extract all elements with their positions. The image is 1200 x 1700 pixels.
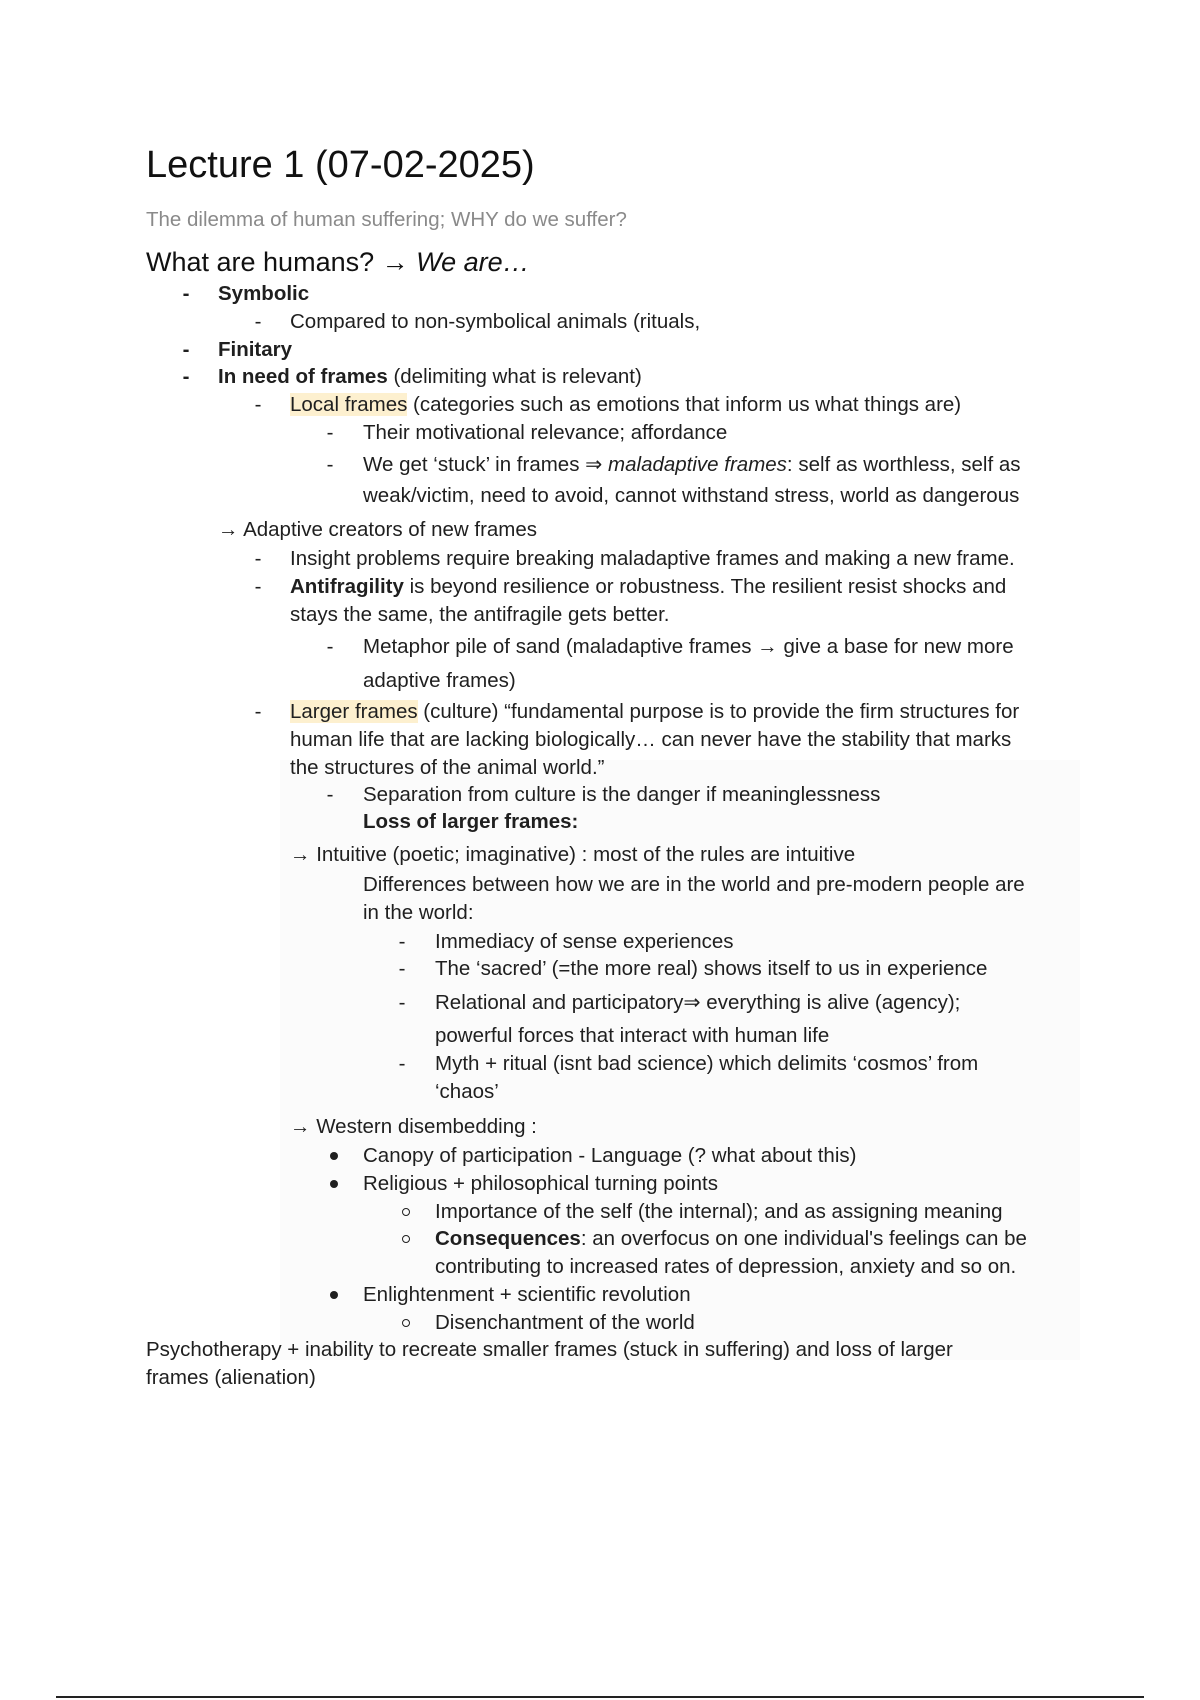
bullet-dot — [330, 1152, 338, 1160]
item-canopy: Canopy of participation - Language (? what about this) — [363, 1144, 857, 1167]
item-stuck-cont: weak/victim, need to avoid, cannot withstand stress, world as dangerous — [363, 484, 1020, 507]
item-immediacy: Immediacy of sense experiences — [435, 930, 734, 953]
dash-marker: - — [398, 1052, 406, 1075]
item-local-frames: Local frames (categories such as emotions that inform us what things are) — [290, 393, 962, 416]
dash-marker: - — [182, 282, 190, 305]
item-myth: Myth + ritual (isnt bad science) which delimits ‘cosmos’ from — [435, 1052, 979, 1075]
item-religious: Religious + philosophical turning points — [363, 1172, 718, 1195]
item-metaphor: Metaphor pile of sand (maladaptive frames → give a base for new more — [363, 635, 1014, 658]
item-relational-cont: powerful forces that interact with human life — [435, 1024, 830, 1047]
item-relational: Relational and participatory⇒ everything is alive (agency); — [435, 991, 961, 1014]
item-need-frames: In need of frames (delimiting what is relevant) — [218, 365, 642, 388]
item-differences: Differences between how we are in the world and pre-modern people are — [363, 873, 1025, 896]
dash-marker: - — [254, 393, 262, 416]
item-loss-heading: Loss of larger frames: — [363, 810, 579, 833]
item-psychotherapy-cont: frames (alienation) — [146, 1366, 316, 1389]
item-myth-cont: ‘chaos’ — [435, 1080, 499, 1103]
item-consequences-cont: contributing to increased rates of depression, anxiety and so on. — [435, 1255, 1017, 1278]
dash-marker: - — [326, 421, 334, 444]
dash-marker: - — [398, 991, 406, 1014]
bullet-dot — [330, 1291, 338, 1299]
bullet-circle — [402, 1208, 410, 1216]
item-insight: Insight problems require breaking maladaptive frames and making a new frame. — [290, 547, 1015, 570]
item-disenchantment: Disenchantment of the world — [435, 1311, 695, 1334]
bullet-circle — [402, 1235, 410, 1243]
item-symbolic: Symbolic — [218, 282, 310, 305]
dash-marker: - — [254, 547, 262, 570]
item-antifragility: Antifragility is beyond resilience or robustness. The resilient resist shocks and — [290, 575, 1007, 598]
item-consequences: Consequences: an overfocus on one individual's feelings can be — [435, 1227, 1027, 1250]
item-antifragility-cont: stays the same, the antifragile gets better. — [290, 603, 670, 626]
footer-rule — [56, 1696, 1144, 1698]
item-differences-cont: in the world: — [363, 901, 474, 924]
item-intuitive: → Intuitive (poetic; imaginative) : most of the rules are intuitive — [290, 843, 856, 866]
item-western: → Western disembedding : — [290, 1115, 537, 1138]
item-separation: Separation from culture is the danger if meaninglessness — [363, 783, 881, 806]
item-finitary: Finitary — [218, 338, 293, 361]
dash-marker: - — [326, 635, 334, 658]
item-psychotherapy: Psychotherapy + inability to recreate smaller frames (stuck in suffering) and loss of larger — [146, 1338, 953, 1361]
item-motivational: Their motivational relevance; affordance — [363, 421, 728, 444]
dash-marker: - — [182, 338, 190, 361]
item-sacred: The ‘sacred’ (=the more real) shows itself to us in experience — [435, 957, 988, 980]
dash-marker: - — [398, 957, 406, 980]
page-title: Lecture 1 (07-02-2025) — [146, 144, 535, 186]
dash-marker: - — [398, 930, 406, 953]
section-heading: What are humans? → We are… — [146, 247, 530, 277]
subtitle: The dilemma of human suffering; WHY do we suffer? — [146, 208, 627, 231]
bullet-circle — [402, 1319, 410, 1327]
item-metaphor-cont: adaptive frames) — [363, 669, 516, 692]
dash-marker: - — [254, 575, 262, 598]
dash-marker: - — [182, 365, 190, 388]
item-larger-frames: Larger frames (culture) “fundamental purpose is to provide the firm structures for — [290, 700, 1020, 723]
item-stuck: We get ‘stuck’ in frames ⇒ maladaptive frames: self as worthless, self as — [363, 453, 1021, 476]
item-compared: Compared to non-symbolical animals (rituals, — [290, 310, 701, 333]
item-larger-cont-2: the structures of the animal world.” — [290, 756, 605, 779]
item-enlightenment: Enlightenment + scientific revolution — [363, 1283, 691, 1306]
item-larger-cont-1: human life that are lacking biologically… can never have the stability that marks — [290, 728, 1012, 751]
item-importance: Importance of the self (the internal); and as assigning meaning — [435, 1200, 1003, 1223]
item-adaptive: → Adaptive creators of new frames — [218, 518, 538, 541]
dash-marker: - — [254, 310, 262, 333]
dash-marker: - — [254, 700, 262, 723]
dash-marker: - — [326, 783, 334, 806]
bullet-dot — [330, 1180, 338, 1188]
dash-marker: - — [326, 453, 334, 476]
